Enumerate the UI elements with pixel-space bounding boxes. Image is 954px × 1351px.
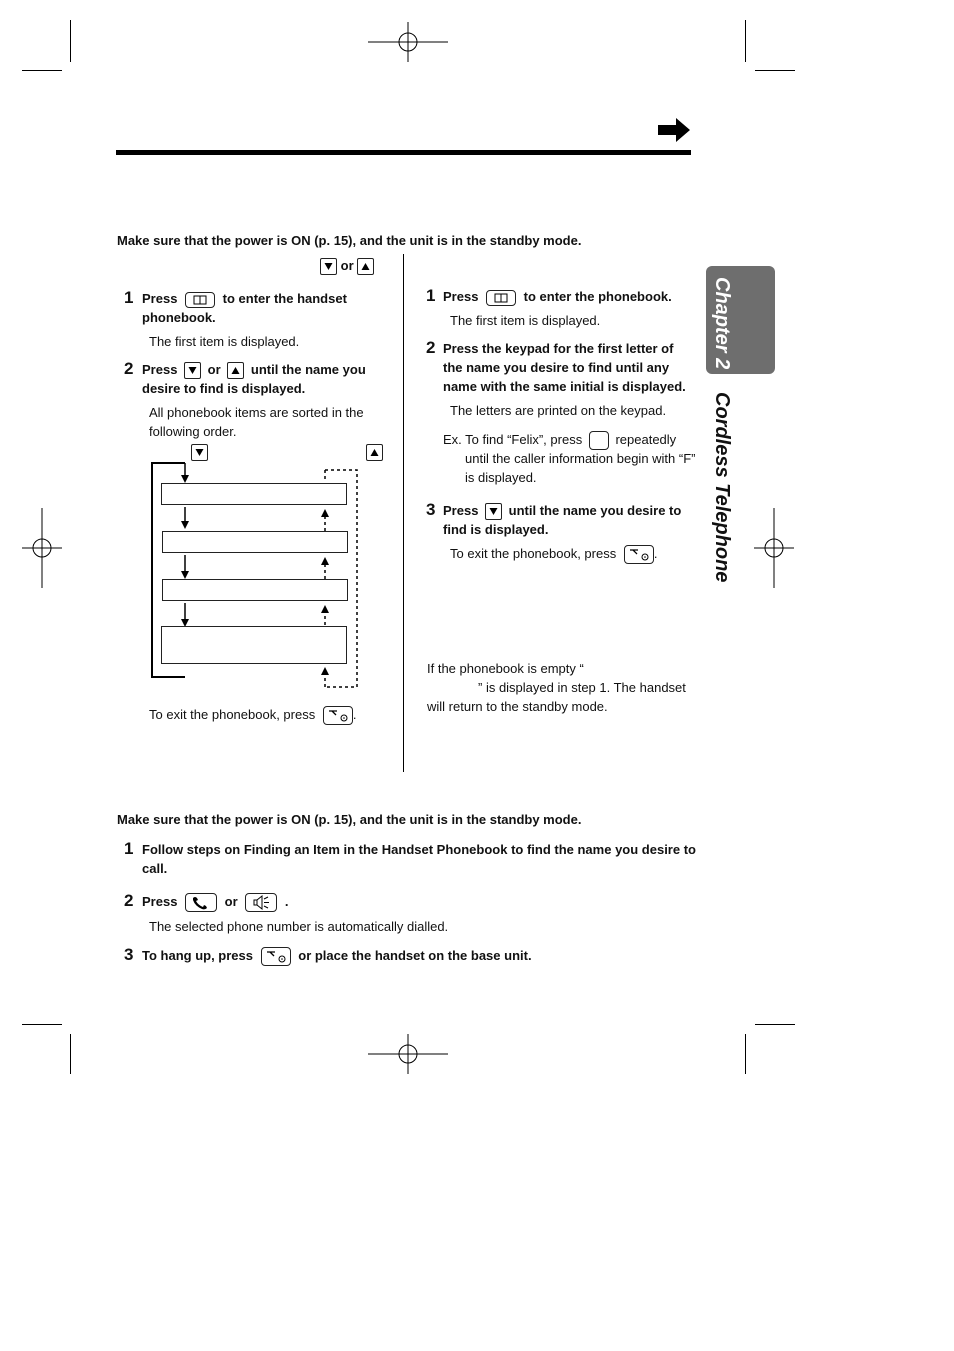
- column-divider: [403, 254, 404, 772]
- step-number: 2: [426, 338, 436, 357]
- chapter-label: Chapter 2: [711, 277, 733, 370]
- sort-order-box: [161, 483, 347, 505]
- step-note: The first item is displayed.: [450, 313, 601, 328]
- step-number: 3: [124, 945, 134, 964]
- or-label: or: [340, 258, 354, 273]
- example-note: is displayed.: [465, 470, 537, 485]
- speaker-key-icon: [245, 893, 277, 912]
- step-text-cont: name with the same initial is displayed.: [443, 379, 686, 394]
- phonebook-key-icon: [486, 290, 516, 306]
- step-text: [443, 287, 672, 306]
- or-label: or: [224, 894, 238, 909]
- up-arrow-key-icon: [366, 444, 383, 461]
- down-arrow-key-icon: [320, 258, 337, 275]
- step-number: 3: [426, 500, 436, 519]
- example-text: Ex. To find “Felix”, press: [443, 432, 583, 447]
- exit-note: To exit the phonebook, press .: [149, 705, 356, 725]
- exit-note-text: To exit the phonebook, press: [149, 707, 316, 722]
- step-number: 1: [124, 288, 134, 307]
- press-label: Press: [142, 894, 178, 909]
- down-arrow-key-icon: [485, 503, 502, 520]
- off-key-icon: [624, 545, 654, 564]
- step-instruction: or place the handset on the base unit.: [298, 948, 532, 963]
- or-label: or: [207, 362, 221, 377]
- step-instruction: until the name you desire to: [508, 503, 682, 518]
- step-text: [142, 946, 532, 966]
- press-label: Press: [443, 289, 479, 304]
- step-text-cont: the name you desire to find until any: [443, 360, 670, 375]
- empty-phonebook-note: will return to the standby mode.: [427, 699, 608, 714]
- step-text-cont: phonebook.: [142, 310, 216, 325]
- registration-mark-left: [22, 508, 62, 588]
- step-text: Follow steps on Finding an Item in the Handset Phonebook to find the name you desire to: [142, 842, 696, 857]
- example-text: repeatedly: [615, 432, 677, 447]
- down-arrow-key-icon: [184, 362, 201, 379]
- talk-key-icon: [185, 893, 217, 912]
- step-text: [142, 289, 347, 308]
- up-arrow-key-icon: [227, 362, 244, 379]
- exit-note: To exit the phonebook, press .: [450, 544, 657, 564]
- step-note: following order.: [149, 424, 237, 439]
- off-key-icon: [261, 947, 291, 966]
- keypad-key-icon: [589, 431, 609, 450]
- step-text: [142, 360, 366, 379]
- step-text-cont: call.: [142, 861, 168, 876]
- exit-note-text: To exit the phonebook, press: [450, 546, 617, 561]
- step-note: The letters are printed on the keypad.: [450, 403, 667, 418]
- step-number: 1: [124, 839, 134, 858]
- next-page-arrow-icon: [658, 118, 692, 142]
- arrow-keys-hint: [320, 256, 374, 275]
- step-text-cont: find is displayed.: [443, 522, 549, 537]
- step-instruction: to enter the handset: [222, 291, 347, 306]
- step-note: All phonebook items are sorted in the: [149, 405, 364, 420]
- precondition-text: Make sure that the power is ON (p. 15), and the unit is in the standby mode.: [117, 812, 582, 827]
- up-arrow-key-icon: [357, 258, 374, 275]
- step-number: 1: [426, 286, 436, 305]
- off-key-icon: [323, 706, 353, 725]
- example-note: [443, 430, 676, 450]
- press-label: Press: [142, 291, 178, 306]
- registration-mark-bottom: [368, 1034, 448, 1074]
- step-number: 2: [124, 359, 134, 378]
- empty-phonebook-note: If the phonebook is empty “: [427, 661, 584, 676]
- step-instruction: To hang up, press: [142, 948, 253, 963]
- precondition-text: Make sure that the power is ON (p. 15), and the unit is in the standby mode.: [117, 233, 582, 248]
- step-text: [443, 501, 681, 520]
- step-note: The selected phone number is automatically dialled.: [149, 919, 449, 934]
- press-label: Press: [142, 362, 178, 377]
- step-instruction: to enter the phonebook.: [523, 289, 672, 304]
- step-text: Press the keypad for the first letter of: [443, 341, 674, 356]
- phonebook-key-icon: [185, 292, 215, 308]
- sort-order-box: [162, 579, 348, 601]
- step-instruction: until the name you: [250, 362, 366, 377]
- step-note: The first item is displayed.: [149, 334, 300, 349]
- registration-mark-top: [368, 22, 448, 62]
- sort-order-box: [162, 531, 348, 553]
- example-note: until the caller information begin with “F”: [465, 451, 696, 466]
- sort-order-box: [161, 626, 347, 664]
- step-text-cont: desire to find is displayed.: [142, 381, 306, 396]
- section-label: Cordless Telephone: [711, 392, 733, 583]
- registration-mark-right: [754, 508, 794, 588]
- press-label: Press: [443, 503, 479, 518]
- step-text: Press or .: [142, 892, 289, 912]
- step-number: 2: [124, 891, 134, 910]
- empty-phonebook-note: ” is displayed in step 1. The handset: [478, 680, 686, 695]
- header-rule: [116, 150, 691, 155]
